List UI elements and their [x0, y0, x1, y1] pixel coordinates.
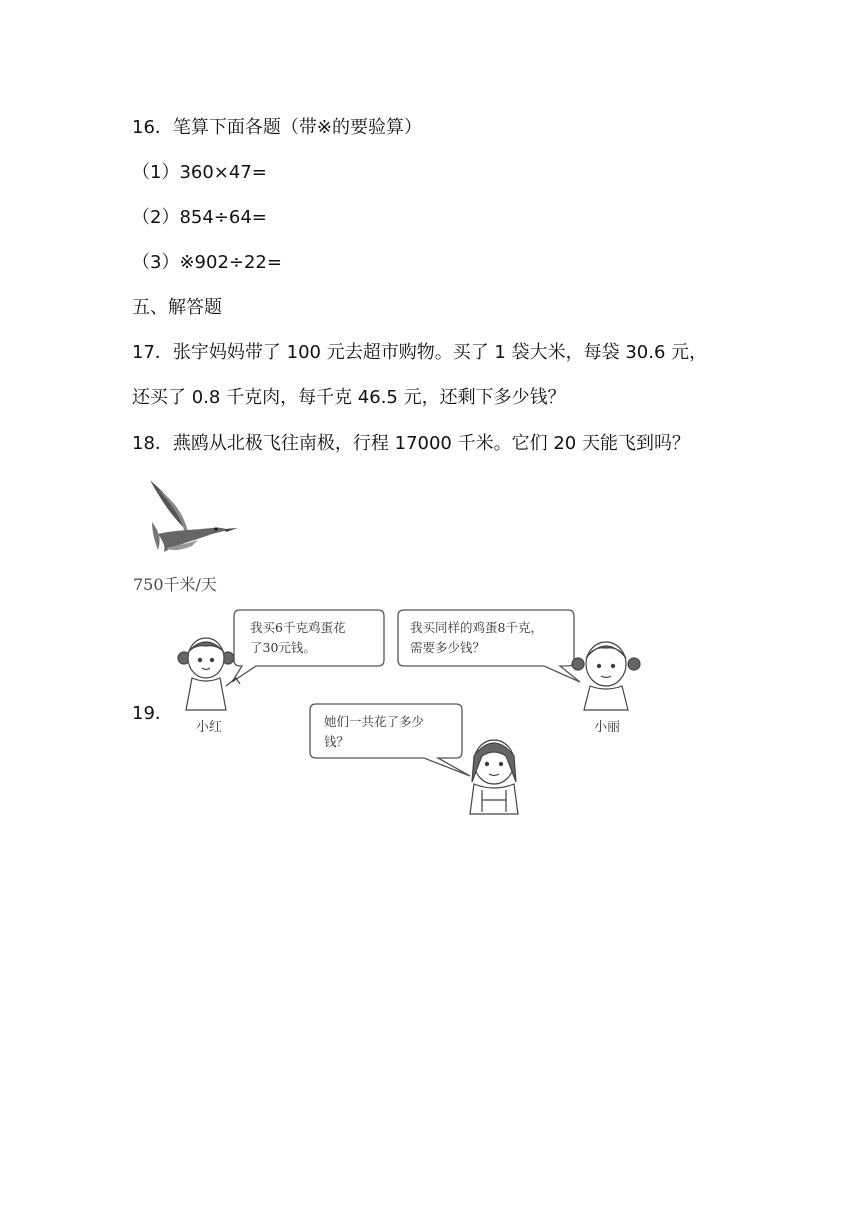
question-16-item-2: （2）854÷64=: [132, 207, 267, 228]
section-5-heading: 五、解答题: [132, 297, 222, 318]
question-18: 18．燕鸥从北极飞往南极，行程 17000 千米。它们 20 天能飞到吗？: [132, 433, 690, 454]
speech-text-right-2: 需要多少钱？: [410, 640, 486, 655]
speech-text-right-1: 我买同样的鸡蛋8千克，: [410, 620, 543, 635]
speech-text-bottom-1: 她们一共花了多少: [324, 714, 425, 729]
question-17-line-2: 还买了 0.8 千克肉，每千克 46.5 元，还剩下多少钱？: [132, 387, 566, 408]
question-17-line-1: 17．张宇妈妈带了 100 元去超市购物。买了 1 袋大米，每袋 30.6 元，: [132, 342, 708, 363]
question-16-item-3: （3）※902÷22=: [132, 252, 282, 273]
question-16-title: 16．笔算下面各题（带※的要验算）: [132, 117, 422, 138]
tern-illustration: [140, 474, 240, 574]
girl-bottom-icon: [470, 740, 518, 814]
speech-text-left-2: 了30元钱。: [250, 640, 316, 655]
speed-label: 750千米/天: [133, 575, 217, 594]
girl-xiaohong-icon: [178, 638, 240, 710]
name-label-xiaohong: 小红: [196, 720, 223, 735]
speech-text-left-1: 我买6千克鸡蛋花: [250, 620, 346, 635]
girl-xiaoli-icon: [572, 642, 640, 710]
name-label-xiaoli: 小丽: [594, 720, 621, 735]
tern-bird-icon: [140, 474, 240, 574]
question-16-item-1: （1）360×47=: [132, 162, 267, 183]
speech-text-bottom-2: 钱？: [324, 734, 350, 749]
question-19-number: 19．: [132, 703, 173, 724]
